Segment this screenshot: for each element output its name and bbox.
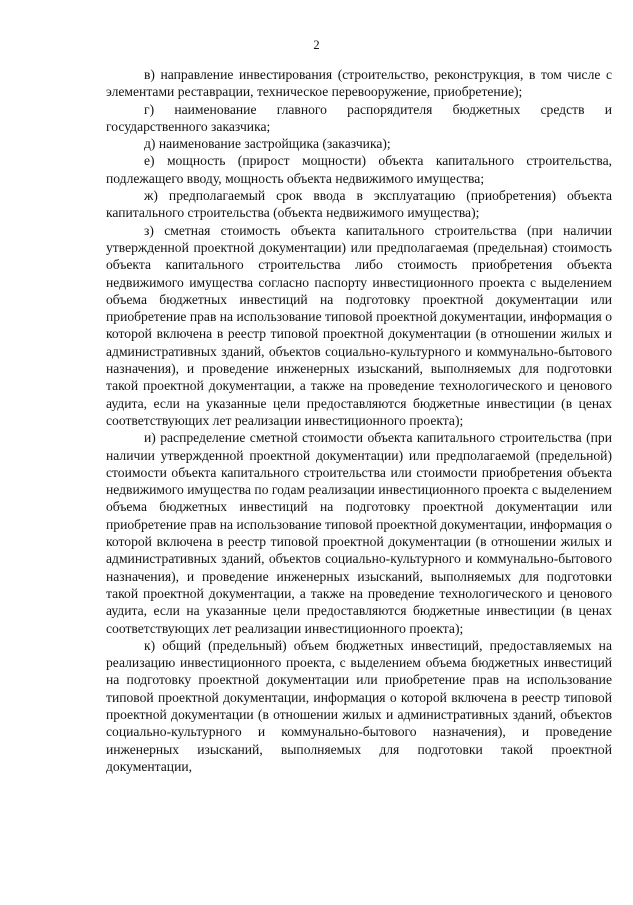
paragraph-e: е) мощность (прирост мощности) объекта капитального строительства, подлежащего вводу, мощность объекта недвижимого имущества; <box>106 153 612 186</box>
page-number: 2 <box>313 38 320 52</box>
document-body <box>106 66 612 775</box>
paragraph-z: з) сметная стоимость объекта капитального строительства (при наличии утвержденной проектной документации) или предполагаемая (предельная) стоимость объекта капитального строительства либо стоимость приобретения объекта недвижимого имущества согласно паспорту инвестиционного проекта с выделением объема бюджетных инвестиций на подготовку проектной документации или приобретение прав на использование типовой проектной документации, информация о которой включена в реестр типовой проектной документации (в отношении жилых и административных зданий, объектов социально-культурного и коммунально-бытового назначения), и проведение инженерных изысканий, выполняемых для подготовки такой проектной документации, а также на проведение технологического и ценового аудита, если на указанные цели предоставляются бюджетные инвестиции (в ценах соответствующих лет реализации инвестиционного проекта); <box>106 222 612 428</box>
paragraph-i: и) распределение сметной стоимости объекта капитального строительства (при наличии утвержденной проектной документации) или предполагаемой (предельной) стоимости объекта капитального строительства или стоимости приобретения объекта недвижимого имущества по годам реализации инвестиционного проекта с выделением объема бюджетных инвестиций на подготовку проектной документации или приобретение прав на использование типовой проектной документации, информация о которой включена в реестр типовой проектной документации (в отношении жилых и административных зданий, объектов социально-культурного и коммунально-бытового назначения), и проведение инженерных изысканий, выполняемых для подготовки такой проектной документации, а также на проведение технологического и ценового аудита, если на указанные цели предоставляются бюджетные инвестиции (в ценах соответствующих лет реализации инвестиционного проекта); <box>106 430 612 636</box>
paragraph-zh: ж) предполагаемый срок ввода в эксплуатацию (приобретения) объекта капитального строительства (объекта недвижимого имущества); <box>106 188 612 221</box>
paragraph-d: д) наименование застройщика (заказчика); <box>144 136 391 152</box>
paragraph-v: в) направление инвестирования (строительство, реконструкция, в том числе с элементами реставрации, техническое перевооружение, приобретение); <box>106 67 612 100</box>
paragraph-k: к) общий (предельный) объем бюджетных инвестиций, предоставляемых на реализацию инвестиционного проекта, с выделением объема бюджетных инвестиций на подготовку проектной документации или приобретение прав на использование типовой проектной документации, информация о которой включена в реестр типовой проектной документации (в отношении жилых и административных зданий, объектов социально-культурного и коммунально-бытового назначения), и проведение инженерных изысканий, выполняемых для подготовки такой проектной документации, <box>106 637 612 774</box>
paragraph-g: г) наименование главного распорядителя бюджетных средств и государственного заказчика; <box>106 101 612 134</box>
